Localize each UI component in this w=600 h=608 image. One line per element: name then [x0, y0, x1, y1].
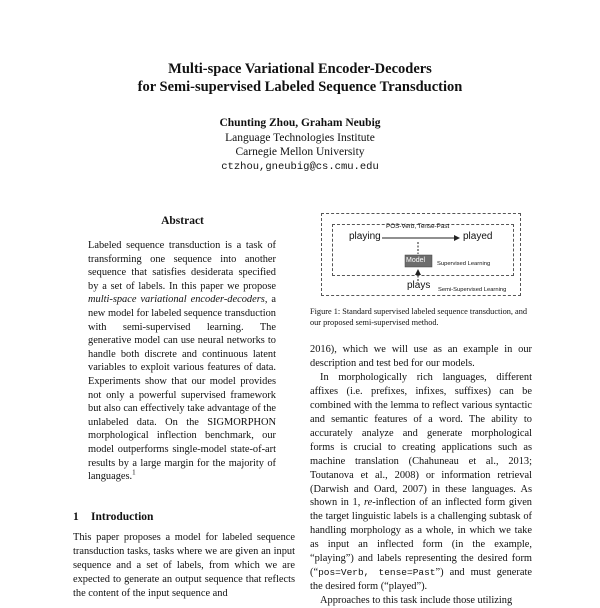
paragraph-approaches: Approaches to this task include those utilizing — [320, 595, 513, 607]
paragraph-continuation: 2016), which we will use as an example in our description and test bed for our models. — [310, 344, 532, 369]
abstract-text-2: , a new model for labeled sequence transduction with semi-supervised learning. The generative model can use neural networks to handle both discrete and continuous latent variables to exploit various features of data. Experiments show that our model provides not only a powerful supervised framework but also can effectively take advantage of the unlabeled data. On the SIGMORPHON morphological inflection benchmark, our model outperforms single-model state-of-art results by a large margin for the majority of languages. — [88, 294, 276, 483]
model-label: Model — [406, 257, 426, 264]
paper-title — [0, 60, 600, 96]
figure-1-diagram — [321, 213, 521, 296]
author-block — [0, 116, 600, 174]
abstract-body — [88, 239, 276, 484]
section-number: 1 — [73, 511, 79, 523]
paragraph-text: -inflection of an inflected form given the target linguistic labels is a challenging subtask of handling morphology as a whole, in which we take as input an inflected form (in the example, “playing”) and labels representing the desired form (“ — [310, 497, 532, 579]
paragraph-text: ”) and must generate the desired form (“played”). — [310, 567, 532, 593]
abstract-emphasis: multi-space variational encoder-decoders — [88, 294, 265, 306]
emphasis-re: re — [364, 497, 373, 509]
footnote-mark: 1 — [132, 468, 136, 477]
title-line-2: for Semi-supervised Labeled Sequence Transduction — [137, 79, 463, 95]
label-tags: POS-Verb, Tense-Past — [386, 223, 450, 230]
affiliation-line-2: Carnegie Mellon University — [235, 146, 365, 158]
section-title: Introduction — [91, 511, 154, 523]
paragraph-text: In morphologically rich languages, different affixes (i.e. prefixes, infixes, suffixes) can be combined with the lemma to reflect various syntactic and semantic features of a word. The ability to accurately analyze and generate morphological forms is crucial to creating applications such as machine translation (Chahuneau et al., 2013; Toutanova et al., 2008) or information retrieval (Darwish and Oard, 2007) in these languages. As shown in 1, — [310, 371, 532, 509]
affiliation-line-1: Language Technologies Institute — [225, 131, 375, 144]
supervised-learning-label: Supervised Learning — [437, 261, 491, 267]
author-email: ctzhou,gneubig@cs.cmu.edu — [221, 160, 379, 173]
abstract-heading: Abstract — [161, 215, 204, 227]
section-heading-introduction — [73, 511, 153, 523]
right-column-body — [310, 343, 532, 608]
unlabeled-word: plays — [407, 280, 431, 291]
introduction-body: This paper proposes a model for labeled sequence transduction tasks, tasks where we are given an input sequence and a set of labels, from which we are expected to generate an output sequence that reflects the content of the input sequence and — [73, 532, 295, 599]
figure-1-caption: Figure 1: Standard supervised labeled sequence transduction, and our proposed semi-supervised method. — [310, 307, 528, 327]
abstract-text-1: Labeled sequence transduction is a task of transforming one sequence into another sequence that satisfies desiderata specified by a set of labels. In this paper we propose — [88, 240, 276, 292]
paragraph-morphology — [310, 371, 532, 594]
semi-supervised-learning-label: Semi-Supervised Learning — [438, 287, 507, 293]
target-word: played — [463, 231, 493, 242]
source-word: playing — [349, 231, 381, 242]
code-labels: pos=Verb, tense=Past — [318, 567, 436, 579]
author-names: Chunting Zhou, Graham Neubig — [219, 117, 381, 129]
title-line-1: Multi-space Variational Encoder-Decoders — [168, 61, 432, 77]
